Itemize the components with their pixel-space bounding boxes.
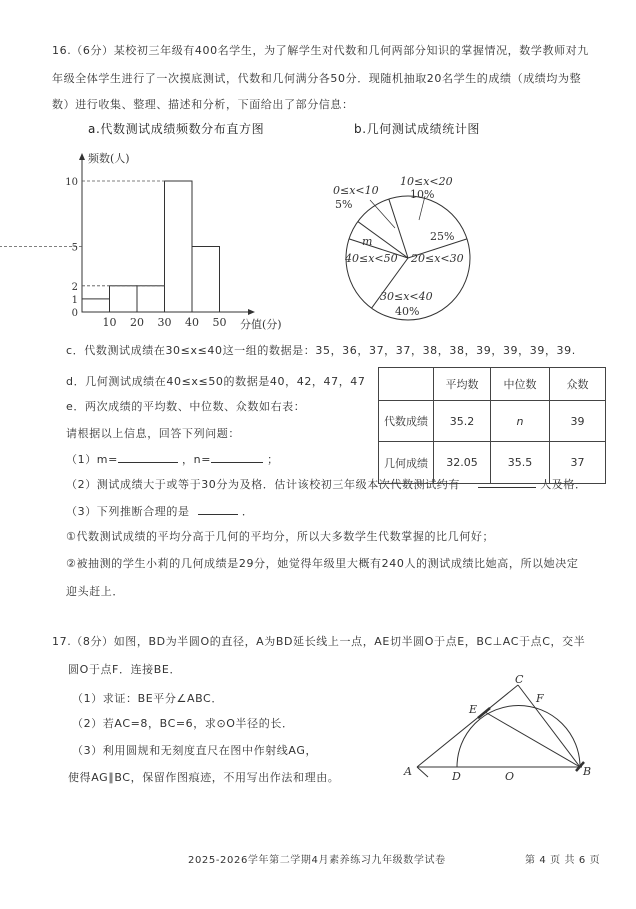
option-1: ①代数测试成绩的平均分高于几何的平均分，所以大多数学生代数掌握的比几何好； (66, 530, 495, 543)
pie-slice-label: 10≤x<20 (400, 175, 453, 188)
y-tick-label: 2 (71, 281, 78, 293)
histogram-bar (192, 247, 220, 313)
x-tick-label: 10 (102, 316, 117, 329)
y-tick-label: 10 (65, 177, 78, 188)
point-label-F: F (536, 692, 544, 705)
table-row (379, 442, 606, 484)
q16-part3 (66, 503, 253, 519)
q16-line3: 数）进行收集、整理、描述和分析，下面给出了部分信息： (52, 98, 354, 111)
table-cell: n (491, 401, 550, 442)
y-axis-label: 频数(人) (88, 152, 130, 165)
option-2-cont: 迎头赶上． (66, 585, 124, 598)
table-row (379, 401, 606, 442)
q17-part3-cont: 使得AG∥BC，保留作图痕迹，不用写出作法和理由。 (68, 771, 340, 784)
table-cell: 32.05 (434, 442, 491, 484)
histogram-bar (82, 299, 110, 312)
histogram-chart (0, 140, 300, 340)
q16-part1 (66, 451, 279, 467)
x-axis-label: 分值(分) (240, 318, 282, 331)
y-tick-label: 5 (71, 242, 78, 254)
x-tick-label: 40 (185, 316, 199, 329)
pie-slice-label: 20≤x<30 (411, 252, 464, 265)
line-CB (518, 685, 580, 767)
q16-line2: 年级全体学生进行了一次摸底测试，代数和几何满分各50分．现随机抽取20名学生的成绩（成绩均为整 (52, 72, 582, 85)
point-label-D: D (452, 770, 461, 783)
pie-slice-percent: 40% (395, 305, 420, 318)
statistics-table (378, 367, 606, 484)
q17-part3: （3）利用圆规和无刻度直尺在图中作射线AG， (72, 744, 318, 757)
histogram-bar (110, 286, 138, 312)
info-c: c．代数测试成绩在30≤x≤40这一组的数据是：35，36，37，37，38，38，39，39，39，39. (66, 344, 576, 357)
table-cell: 几何成绩 (379, 442, 434, 484)
y-tick-label: 0 (71, 308, 78, 319)
q1-mid: ，n= (182, 453, 212, 466)
pie-slice-percent: m (362, 235, 373, 248)
q2-end: 人及格． (540, 478, 587, 491)
q1-end: ； (267, 453, 279, 466)
y-tick-label: 1 (71, 294, 78, 306)
q17-line1: 17.（8分）如图，BD为半圆O的直径，A为BD延长线上一点，AE切半圆O于点E，BC⊥AC于点C，交半 (52, 635, 586, 648)
table-cell: 39 (550, 401, 606, 442)
q2-text: （2）测试成绩大于或等于30分为及格．估计该校初三年级本次代数测试约有 (66, 478, 460, 491)
q3-end: ． (241, 505, 254, 518)
x-tick-label: 20 (130, 316, 144, 329)
leader-line (370, 200, 395, 228)
q17-part1: （1）求证：BE平分∠ABC． (72, 692, 223, 705)
option-2: ②被抽测的学生小莉的几何成绩是29分，她觉得年级里大概有240人的测试成绩比她高，所以她决定 (66, 557, 579, 570)
y-axis-arrow (79, 153, 85, 160)
pie-chart (300, 140, 500, 340)
table-header (379, 368, 434, 401)
prompt: 请根据以上信息，回答下列问题： (66, 427, 240, 440)
pie-slice-label: 0≤x<10 (333, 184, 379, 197)
point-label-B: B (583, 765, 592, 778)
table-header: 平均数 (434, 368, 491, 401)
table-header: 众数 (550, 368, 606, 401)
answer-blank-n[interactable] (211, 452, 263, 463)
point-label-O: O (505, 770, 515, 783)
geometry-figure (390, 660, 636, 790)
line-BE (485, 712, 580, 767)
info-e: e．两次成绩的平均数、中位数、众数如右表： (66, 400, 306, 413)
histogram-caption: a.代数测试成绩频数分布直方图 (88, 122, 265, 136)
point-label-C: C (515, 673, 524, 686)
q3-text: （3）下列推断合理的是 (66, 505, 190, 518)
table-cell: 37 (550, 442, 606, 484)
pie-slice-boundary (389, 199, 408, 258)
pie-caption: b.几何测试成绩统计图 (354, 122, 481, 136)
point-label-E: E (469, 703, 478, 716)
x-axis-arrow (248, 309, 255, 315)
table-header: 中位数 (491, 368, 550, 401)
table-cell: 35.5 (491, 442, 550, 484)
q17-part2: （2）若AC=8，BC=6，求⊙O半径的长． (72, 717, 294, 730)
x-tick-label: 50 (212, 316, 227, 329)
q16-line1: 16.（6分）某校初三年级有400名学生，为了解学生对代数和几何两部分知识的掌握情况，数学教师对九 (52, 44, 589, 57)
construction-mark (417, 767, 428, 777)
q1-prefix: （1）m= (66, 453, 118, 466)
table-cell: 代数成绩 (379, 401, 434, 442)
pie-slice-percent: 5% (335, 198, 353, 211)
table-cell: 35.2 (434, 401, 491, 442)
q17-line2: 圆O于点F．连接BE． (68, 663, 182, 676)
histogram-bar (137, 286, 165, 312)
answer-blank-inference[interactable] (198, 504, 238, 515)
histogram-bar (165, 181, 193, 312)
line-AC (417, 685, 518, 767)
x-tick-label: 30 (157, 316, 172, 329)
point-label-A: A (404, 765, 412, 778)
footer-page: 第 4 页 共 6 页 (525, 855, 601, 866)
pie-slice-percent: 10% (410, 188, 435, 201)
table-header-row (379, 368, 606, 401)
info-d: d．几何测试成绩在40≤x≤50的数据是40，42，47，47 (66, 375, 366, 388)
pie-slice-label: 40≤x<50 (345, 252, 398, 265)
pie-slice-percent: 25% (430, 230, 455, 243)
footer-title: 2025-2026学年第二学期4月素养练习九年级数学试卷 (188, 855, 446, 866)
answer-blank-m[interactable] (118, 452, 178, 463)
pie-slice-label: 30≤x<40 (380, 290, 433, 303)
